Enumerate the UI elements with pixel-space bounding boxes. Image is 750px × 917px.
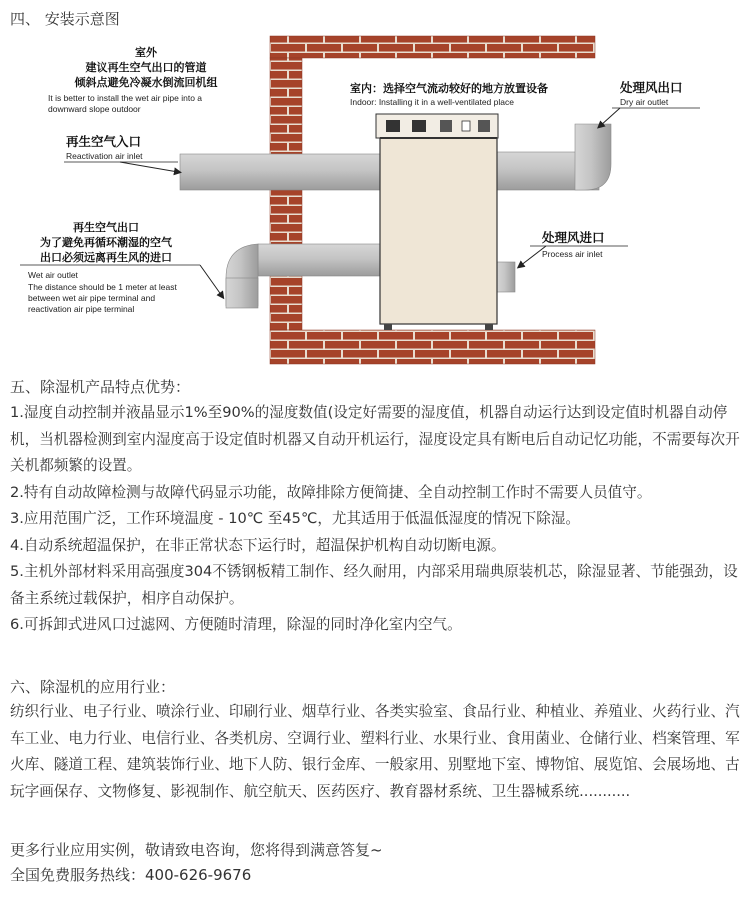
brick-wall-bottom — [270, 330, 595, 364]
wet-air-pipe-down — [226, 278, 258, 308]
dry-air-outlet-label: 处理风出口 — [620, 80, 683, 95]
feature-item: 2.特有自动故障检测与故障代码显示功能，故障排除方便简捷、全自动控制工作时不需要人员值守。 — [10, 483, 652, 501]
reactivation-inlet-en: Reactivation air inlet — [66, 151, 143, 161]
installation-diagram — [0, 34, 750, 370]
outdoor-note-cn2: 倾斜点避免冷凝水倒流回机组 — [74, 76, 218, 89]
section5-list — [10, 400, 745, 639]
dehumidifier-unit — [380, 138, 497, 324]
outdoor-note-en2: downward slope outdoor — [48, 104, 141, 114]
brick-wall-top — [270, 36, 595, 58]
feature-item: 4.自动系统超温保护，在非正常状态下运行时，超温保护机构自动切断电源。 — [10, 536, 506, 554]
outdoor-note-cn1: 建议再生空气出口的管道 — [85, 61, 207, 74]
unit-foot-right — [485, 324, 493, 330]
reactivation-inlet-label: 再生空气入口 — [66, 134, 142, 149]
section6-title: 六、除湿机的应用行业： — [10, 678, 176, 696]
footer-inquiry: 更多行业应用实例，敬请致电咨询，您将得到满意答复~ — [10, 841, 383, 859]
wet-outlet-en4: reactivation air pipe terminal — [28, 304, 135, 314]
process-inlet-en: Process air inlet — [542, 249, 603, 259]
wet-air-pipe — [258, 244, 380, 276]
dry-air-outlet-en: Dry air outlet — [620, 97, 669, 107]
feature-item: 3.应用范围广泛，工作环境温度 - 10℃ 至45℃，尤其适用于低温低湿度的情况下除湿。 — [10, 510, 581, 527]
wet-outlet-en2: The distance should be 1 meter at least — [28, 282, 177, 292]
dry-air-elbow — [575, 124, 611, 190]
unit-foot-left — [384, 324, 392, 330]
feature-item: 5.主机外部材料采用高强度304不锈钢板精工制作、经久耐用，内部采用瑞典原装机芯，除湿显著、节能强劲，设备主系统过载保护，相序自动保护。 — [10, 563, 738, 607]
wet-outlet-cn2: 为了避免再循环潮湿的空气 — [40, 236, 172, 249]
section4-title: 四、 安装示意图 — [10, 10, 120, 28]
process-inlet-stub — [497, 262, 515, 292]
wet-outlet-en1: Wet air outlet — [28, 270, 78, 280]
panel-display-3 — [440, 120, 452, 132]
reactivation-pipe — [180, 154, 380, 190]
panel-display-4 — [478, 120, 490, 132]
outdoor-label: 室外 — [135, 46, 157, 59]
wet-outlet-cn1: 再生空气出口 — [73, 221, 139, 234]
indoor-note-cn: 室内：选择空气流动较好的地方放置设备 — [350, 82, 548, 95]
panel-display-2 — [412, 120, 426, 132]
panel-switch — [462, 121, 470, 131]
wet-outlet-cn3: 出口必须远离再生风的进口 — [40, 251, 172, 264]
process-inlet-label: 处理风进口 — [542, 230, 605, 245]
panel-display-1 — [386, 120, 400, 132]
footer-hotline: 全国免费服务热线：400-626-9676 — [10, 866, 252, 884]
feature-item: 6.可拆卸式进风口过滤网、方便随时清理，除湿的同时净化室内空气。 — [10, 616, 462, 633]
wet-outlet-en3: between wet air pipe terminal and — [28, 293, 156, 303]
feature-item: 1.湿度自动控制并液晶显示1%至90%的湿度数值(设定好需要的湿度值，机器自动运行达到设定值时机器自动停机，当机器检测到室内湿度高于设定值时机器又自动开机运行，湿度设定具有断电后自动记忆功能，不需要每次开关机都频繁的设置。 — [10, 404, 740, 474]
section5-title: 五、除湿机产品特点优势： — [10, 378, 191, 396]
brick-wall-left — [270, 58, 302, 330]
indoor-note-en: Indoor: Installing it in a well-ventilated place — [350, 97, 514, 107]
industries-text: 纺织行业、电子行业、喷涂行业、印刷行业、烟草行业、各类实验室、食品行业、种植业、养殖业、火药行业、汽车工业、电力行业、电信行业、各类机房、空调行业、塑料行业、水果行业、食用菌业、仓储行业、档案管理、军火库、隧道工程、建筑装饰行业、地下人防、银行金库、一般家用、别墅地下室、博物馆、展览馆、会展场地、古玩字画保存、文物修复、影视制作、航空航天、医药医疗、教育器材系统、卫生器械系统........... — [10, 703, 740, 800]
outdoor-note-en1: It is better to install the wet air pipe into a — [48, 93, 203, 103]
